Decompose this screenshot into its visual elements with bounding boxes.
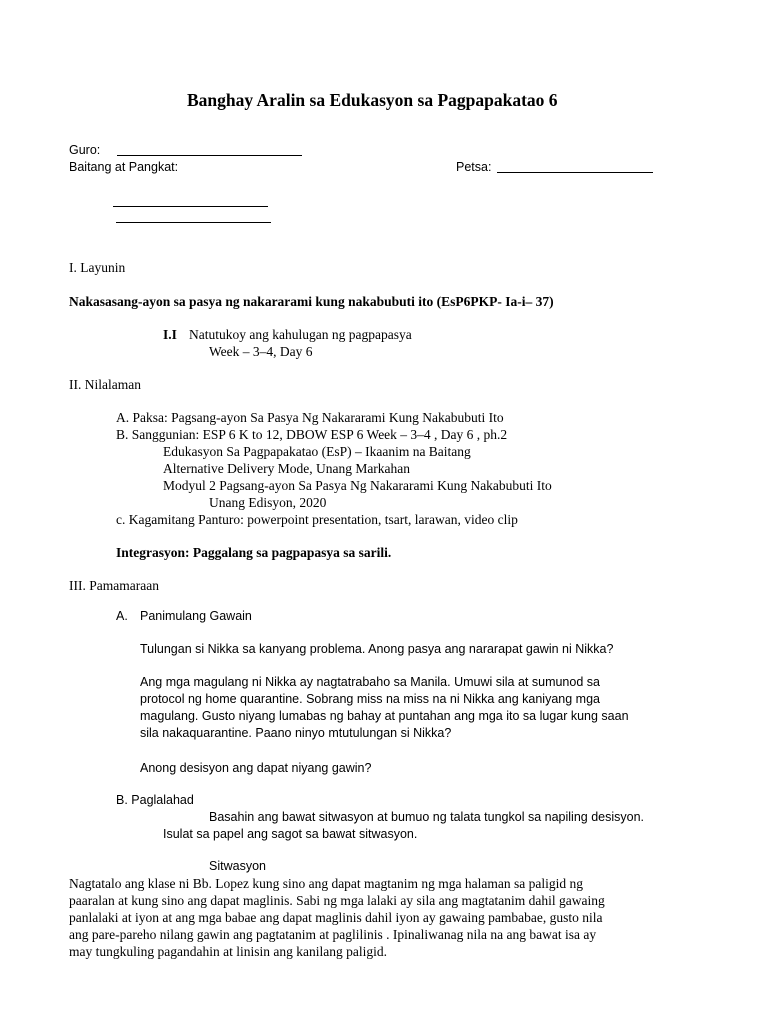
- paragraph-problem: Tulungan si Nikka sa kanyang problema. Anong pasya ang nararapat gawin ni Nikka?: [140, 642, 614, 656]
- part-a-title: Panimulang Gawain: [140, 609, 252, 623]
- reference-line: Unang Edisyon, 2020: [209, 495, 327, 510]
- signature-line-2[interactable]: [116, 222, 271, 223]
- petsa-label: Petsa:: [456, 160, 492, 174]
- petsa-blank-line[interactable]: [497, 172, 653, 173]
- sub-objective-text: Natutukoy ang kahulugan ng pagpapasya: [189, 327, 412, 342]
- objective-text: Nakasasang-ayon sa pasya ng nakararami kung nakabubuti ito (EsP6PKP- Ia-i– 37): [69, 294, 554, 309]
- part-b-title: B. Paglalahad: [116, 793, 194, 807]
- reference-line: Edukasyon Sa Pagpapakatao (EsP) – Ikaanim na Baitang: [163, 444, 471, 459]
- paksa-text: A. Paksa: Pagsang-ayon Sa Pasya Ng Nakararami Kung Nakabubuti Ito: [116, 410, 504, 425]
- story-line: may tungkuling pagandahin at linisin ang kanilang paligid.: [69, 944, 387, 959]
- sub-objective-number: I.I: [163, 327, 177, 342]
- section-heading-nilalaman: II. Nilalaman: [69, 377, 141, 392]
- sitwasyon-heading: Sitwasyon: [209, 859, 266, 873]
- story-line: panlalaki at iyon at ang mga babae ang dapat maglinis dahil iyon ay gawaing pambabae, gusto nila: [69, 910, 603, 925]
- story-line: paaralan at kung sino ang dapat maglinis. Sabi ng mga lalaki ay sila ang magtatanim dahil gawaing: [69, 893, 605, 908]
- paragraph-line: Ang mga magulang ni Nikka ay nagtatrabaho sa Manila. Umuwi sila at sumunod sa: [140, 675, 600, 689]
- sanggunian-text: B. Sanggunian: ESP 6 K to 12, DBOW ESP 6 Week – 3–4 , Day 6 , ph.2: [116, 427, 508, 442]
- guro-label: Guro:: [69, 143, 101, 157]
- instruction-line: Isulat sa papel ang sagot sa bawat sitwasyon.: [163, 827, 418, 841]
- baitang-label: Baitang at Pangkat:: [69, 160, 179, 174]
- paragraph-question: Anong desisyon ang dapat niyang gawin?: [140, 761, 372, 775]
- section-heading-pamamaraan: III. Pamamaraan: [69, 578, 159, 593]
- reference-line: Alternative Delivery Mode, Unang Markahan: [163, 461, 411, 476]
- paragraph-line: magulang. Gusto niyang lumabas ng bahay at puntahan ang mga ito sa lugar kung saan: [140, 709, 629, 723]
- section-heading-layunin: I. Layunin: [69, 260, 126, 275]
- guro-blank-line[interactable]: [117, 155, 302, 156]
- paragraph-line: sila nakaquarantine. Paano ninyo mtutulungan si Nikka?: [140, 726, 452, 740]
- week-text: Week – 3–4, Day 6: [209, 344, 313, 359]
- integrasyon-text: Integrasyon: Paggalang sa pagpapasya sa sarili.: [116, 545, 392, 560]
- instruction-line: Basahin ang bawat sitwasyon at bumuo ng talata tungkol sa napiling desisyon.: [209, 810, 645, 824]
- signature-line-1[interactable]: [113, 206, 268, 207]
- story-line: ang pare-pareho nilang gawin ang pagtatanim at paglilinis . Ipinaliwanag nila na ang bawat isa ay: [69, 927, 597, 942]
- kagamitan-text: c. Kagamitang Panturo: powerpoint presentation, tsart, larawan, video clip: [116, 512, 518, 527]
- paragraph-line: protocol ng home quarantine. Sobrang miss na miss na ni Nikka ang kaniyang mga: [140, 692, 600, 706]
- part-a-label: A.: [116, 609, 128, 623]
- reference-line: Modyul 2 Pagsang-ayon Sa Pasya Ng Nakararami Kung Nakabubuti Ito: [163, 478, 552, 493]
- story-line: Nagtatalo ang klase ni Bb. Lopez kung sino ang dapat magtanim ng mga halaman sa paligid ng: [69, 876, 583, 891]
- page-title: Banghay Aralin sa Edukasyon sa Pagpapakatao 6: [187, 90, 558, 110]
